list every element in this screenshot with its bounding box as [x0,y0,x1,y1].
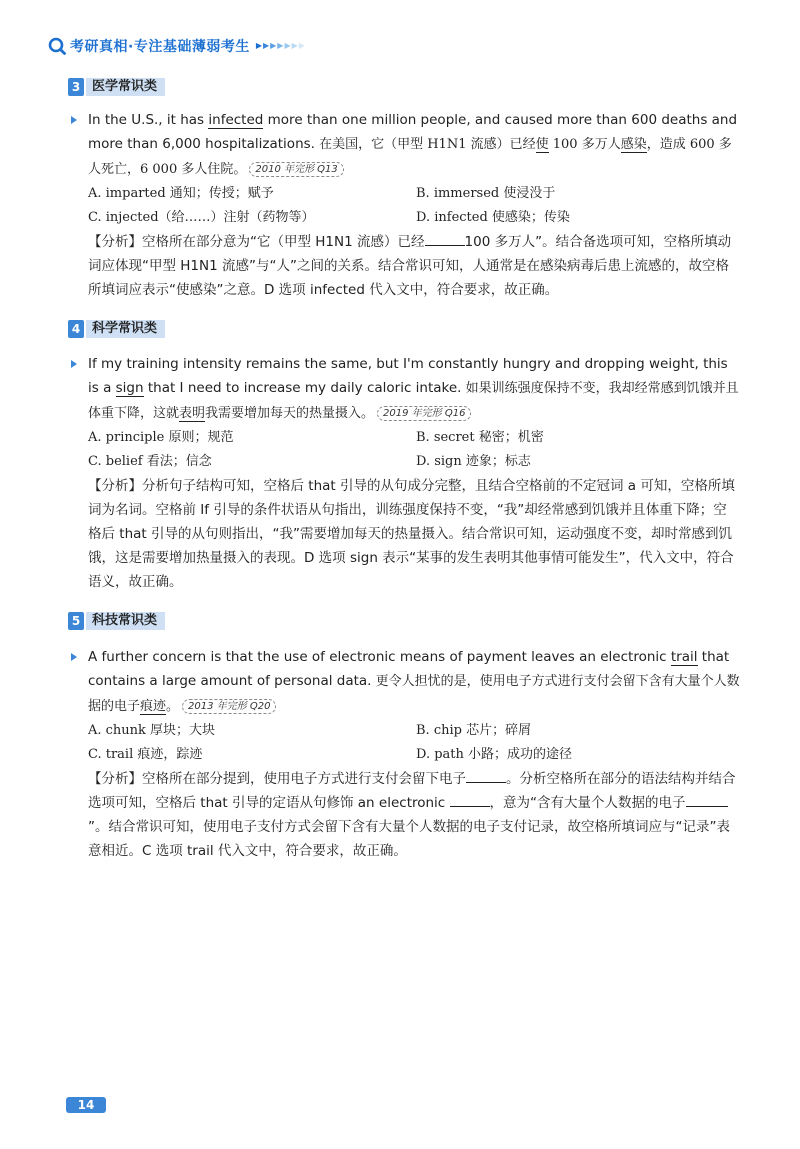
chevron-right-icon: ▶ [291,41,298,50]
section-heading-5 [68,611,165,631]
chevron-right-icon: ▶ [277,41,284,50]
blank-line [425,231,465,246]
option-b: B. secret 秘密；机密 [416,430,544,445]
option-d: D. path 小路；成功的途径 [416,747,573,762]
options [68,426,740,474]
question-sentence: If my training intensity remains the same, but I'm constantly hungry and dropping weight, this is a sign that I need to increase my daily caloric intake. 如果训练强度保持不变，我却经常感到饥饿并且体重下降，这就表明我需要增加每天的热量摄入。 2019 年完形 Q16 [68,352,740,426]
header-title: 考研真相·专注基础薄弱考生 [70,39,250,55]
blank-line [686,792,728,807]
chevron-right-icon: ▶ [284,41,291,50]
section-title: 科学常识类 [86,320,165,338]
magnifier-logo-icon [48,37,66,55]
analysis: 【分析】分析句子结构可知，空格后 that 引导的从句成分完整，且结合空格前的不定冠词 a 可知，空格所填词为名词。空格前 If 引导的条件状语从句指出，训练强度保持不变，“我”却经常感到饥饿并且体重下降；空格后 that 引导的从句则指出，“我”需要增加每天的热量摄入。结合常识可知，运动强度不变，却时常感到饥饿，这是需要增加热量摄入的表现。D 选项 sign 表示“某事的发生表明其他事情可能发生”，代入文中，符合语义，故正确。 [88,478,735,590]
option-d: D. sign 迹象；标志 [416,454,531,469]
source-tag: 2010 年完形 Q13 [249,162,343,177]
section-title: 医学常识类 [86,78,165,96]
option-b: B. chip 芯片；碎屑 [416,723,532,738]
option-a: A. imparted 通知；传授；赋予 [88,186,274,201]
section-number: 3 [68,78,84,96]
section-heading-3 [68,77,165,97]
options [68,182,740,230]
question-block-3 [68,108,740,302]
option-a: A. principle 原则；规范 [88,430,234,445]
chevron-right-icon: ▶ [270,41,277,50]
analysis: 【分析】空格所在部分意为“它（甲型 H1N1 流感）已经 100 多万人”。结合备选项可知，空格所填动词应体现“甲型 H1N1 流感”与“人”之间的关系。结合常识可知，人通常是在感染病毒后患上流感的，故空格所填词应表示“使感染”之意。D 选项 infected 代入文中，符合要求，故正确。 [68,230,740,302]
chevron-right-icon: ▶ [262,41,270,50]
question-block-4 [68,352,740,594]
question-sentence: A further concern is that the use of electronic means of payment leaves an electronic trail that contains a large amount of personal data. 更令人担忧的是，使用电子方式进行支付会留下含有大量个人数据的电子痕迹。 2013 年完形 Q20 [68,645,740,719]
option-d: D. infected 使感染；传染 [416,210,570,225]
options [68,719,740,767]
header-arrows [256,41,306,51]
option-a: A. chunk 厚块；大块 [88,723,216,738]
page-number: 14 [66,1097,106,1113]
option-b: B. immersed 使浸没于 [416,186,556,201]
section-number: 5 [68,612,84,630]
source-tag: 2013 年完形 Q20 [182,699,276,714]
question-sentence: In the U.S., it has infected more than one million people, and caused more than 600 deaths and more than 6,000 hospitalizations. 在美国，它（甲型 H1N1 流感）已经使 100 多万人感染，造成 600 多人死亡，6 000 多人住院。 2010 年完形 Q13 [68,108,740,182]
source-tag: 2019 年完形 Q16 [377,406,471,421]
blank-line [466,768,506,783]
analysis: 【分析】空格所在部分提到，使用电子方式进行支付会留下电子 。分析空格所在部分的语法结构并结合选项可知，空格后 that 引导的定语从句修饰 an electronic ，意为“含有大量个人数据的电子”。结合常识可知，使用电子支付方式会留下含有大量个人数据的电子支付记录，故空格所填词应与“记录”表意相近。C 选项 trail 代入文中，符合要求，故正确。 [68,767,740,863]
question-block-5 [68,645,740,863]
option-c: C. trail 痕迹，踪迹 [88,747,203,762]
chevron-right-icon: ▶ [255,41,262,50]
chevron-right-icon: ▶ [298,41,305,50]
section-title: 科技常识类 [86,612,165,630]
blank-line [450,792,490,807]
option-c: C. injected（给……）注射（药物等） [88,210,315,225]
section-number: 4 [68,320,84,338]
triangle-bullet-icon [71,653,77,661]
section-heading-4 [68,319,165,339]
triangle-bullet-icon [71,360,77,368]
page-header [48,34,306,58]
triangle-bullet-icon [71,116,77,124]
option-c: C. belief 看法；信念 [88,454,212,469]
